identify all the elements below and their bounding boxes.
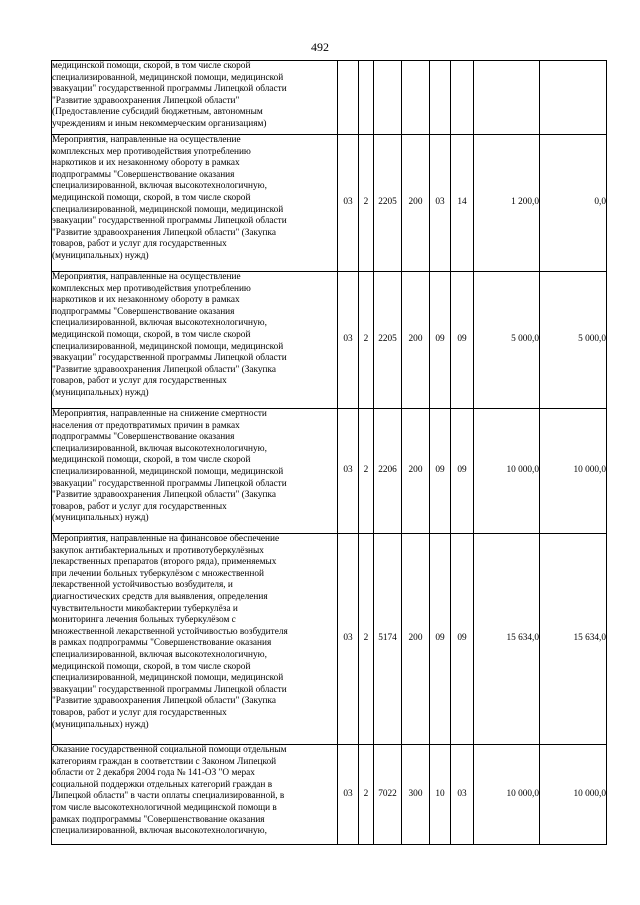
table-row bbox=[52, 61, 607, 135]
code-cell: 14 bbox=[451, 135, 474, 272]
amount-cell: 15 634,0 bbox=[474, 534, 540, 745]
budget-table bbox=[51, 60, 607, 845]
code-cell bbox=[402, 61, 430, 135]
code-cell: 03 bbox=[451, 745, 474, 845]
amount-cell: 1 200,0 bbox=[474, 135, 540, 272]
code-cell: 200 bbox=[402, 409, 430, 534]
code-cell: 03 bbox=[338, 272, 359, 409]
code-cell: 09 bbox=[430, 272, 451, 409]
code-cell bbox=[338, 61, 359, 135]
code-cell: 09 bbox=[430, 534, 451, 745]
table-row bbox=[52, 272, 607, 409]
code-cell: 200 bbox=[402, 272, 430, 409]
code-cell: 200 bbox=[402, 135, 430, 272]
code-cell: 09 bbox=[451, 272, 474, 409]
amount-cell: 10 000,0 bbox=[474, 409, 540, 534]
code-cell: 2 bbox=[359, 135, 374, 272]
amount-cell: 5 000,0 bbox=[474, 272, 540, 409]
row-description: Оказание государственной социальной помощи отдельным категориям граждан в соответствии с Законом Липецкой области от 2 декабря 2004 года № 141-ОЗ "О мерах социальной поддержки отдельных категорий граждан в Липецкой области" в части оплаты специализированной, в том числе высокотехнологичной медицинской помощи в рамках подпрограммы "Совершенствование оказания специализированной, включая высокотехнологичную, bbox=[52, 745, 338, 845]
code-cell: 03 bbox=[430, 135, 451, 272]
code-cell: 300 bbox=[402, 745, 430, 845]
code-cell: 2 bbox=[359, 409, 374, 534]
code-cell: 09 bbox=[430, 409, 451, 534]
code-cell: 2 bbox=[359, 745, 374, 845]
row-description: Мероприятия, направленные на осуществление комплексных мер противодействия употреблению наркотиков и их незаконному обороту в рамках подпрограммы "Совершенствование оказания специализированной, включая высокотехнологичную, медицинской помощи, скорой, в том числе скорой специализированной, медицинской помощи, медицинской эвакуации" государственной программы Липецкой области "Развитие здравоохранения Липецкой области" (Закупка товаров, работ и услуг для государственных (муниципальных) нужд) bbox=[52, 135, 338, 272]
row-description: Мероприятия, направленные на финансовое обеспечение закупок антибактериальных и противотуберкулёзных лекарственных препаратов (второго ряда), применяемых при лечении больных туберкулёзом с множественной лекарственной устойчивостью возбудителя, и диагностических средств для выявления, определения чувствительности микобактерии туберкулёза и мониторинга лечения больных туберкулёзом с множественной лекарственной устойчивостью возбудителя в рамках подпрограммы "Совершенствование оказания специализированной, включая высокотехнологичную, медицинской помощи, скорой, в том числе скорой специализированной, медицинской помощи, медицинской эвакуации" государственной программы Липецкой области "Развитие здравоохранения Липецкой области" (Закупка товаров, работ и услуг для государственных (муниципальных) нужд) bbox=[52, 534, 338, 745]
code-cell: 7022 bbox=[374, 745, 402, 845]
row-description: медицинской помощи, скорой, в том числе скорой специализированной, медицинской помощи, медицинской эвакуации" государственной программы Липецкой области "Развитие здравоохранения Липецкой области" (Предоставление субсидий бюджетным, автономным учреждениям и иным некоммерческим организациям) bbox=[52, 61, 338, 135]
amount-cell: 5 000,0 bbox=[540, 272, 607, 409]
code-cell: 2 bbox=[359, 272, 374, 409]
table-row bbox=[52, 745, 607, 845]
code-cell: 03 bbox=[338, 135, 359, 272]
code-cell: 03 bbox=[338, 409, 359, 534]
amount-cell: 10 000,0 bbox=[540, 745, 607, 845]
code-cell: 2206 bbox=[374, 409, 402, 534]
code-cell: 09 bbox=[451, 534, 474, 745]
code-cell bbox=[430, 61, 451, 135]
row-description: Мероприятия, направленные на осуществление комплексных мер противодействия употреблению наркотиков и их незаконному обороту в рамках подпрограммы "Совершенствование оказания специализированной, включая высокотехнологичную, медицинской помощи, скорой, в том числе скорой специализированной, медицинской помощи, медицинской эвакуации" государственной программы Липецкой области "Развитие здравоохранения Липецкой области" (Закупка товаров, работ и услуг для государственных (муниципальных) нужд) bbox=[52, 272, 338, 409]
amount-cell bbox=[540, 61, 607, 135]
amount-cell: 15 634,0 bbox=[540, 534, 607, 745]
table-row bbox=[52, 409, 607, 534]
code-cell bbox=[359, 61, 374, 135]
code-cell bbox=[374, 61, 402, 135]
code-cell: 2 bbox=[359, 534, 374, 745]
code-cell: 2205 bbox=[374, 272, 402, 409]
table-row bbox=[52, 135, 607, 272]
code-cell: 5174 bbox=[374, 534, 402, 745]
page-number: 492 bbox=[311, 40, 329, 54]
amount-cell: 10 000,0 bbox=[474, 745, 540, 845]
amount-cell: 0,0 bbox=[540, 135, 607, 272]
code-cell: 200 bbox=[402, 534, 430, 745]
code-cell: 03 bbox=[338, 534, 359, 745]
code-cell: 09 bbox=[451, 409, 474, 534]
code-cell: 2205 bbox=[374, 135, 402, 272]
amount-cell: 10 000,0 bbox=[540, 409, 607, 534]
table-row bbox=[52, 534, 607, 745]
code-cell: 10 bbox=[430, 745, 451, 845]
code-cell bbox=[451, 61, 474, 135]
row-description: Мероприятия, направленные на снижение смертности населения от предотвратимых причин в рамках подпрограммы "Совершенствование оказания специализированной, включая высокотехнологичную, медицинской помощи, скорой, в том числе скорой специализированной, медицинской помощи, медицинской эвакуации" государственной программы Липецкой области "Развитие здравоохранения Липецкой области" (Закупка товаров, работ и услуг для государственных (муниципальных) нужд) bbox=[52, 409, 338, 534]
code-cell: 03 bbox=[338, 745, 359, 845]
amount-cell bbox=[474, 61, 540, 135]
